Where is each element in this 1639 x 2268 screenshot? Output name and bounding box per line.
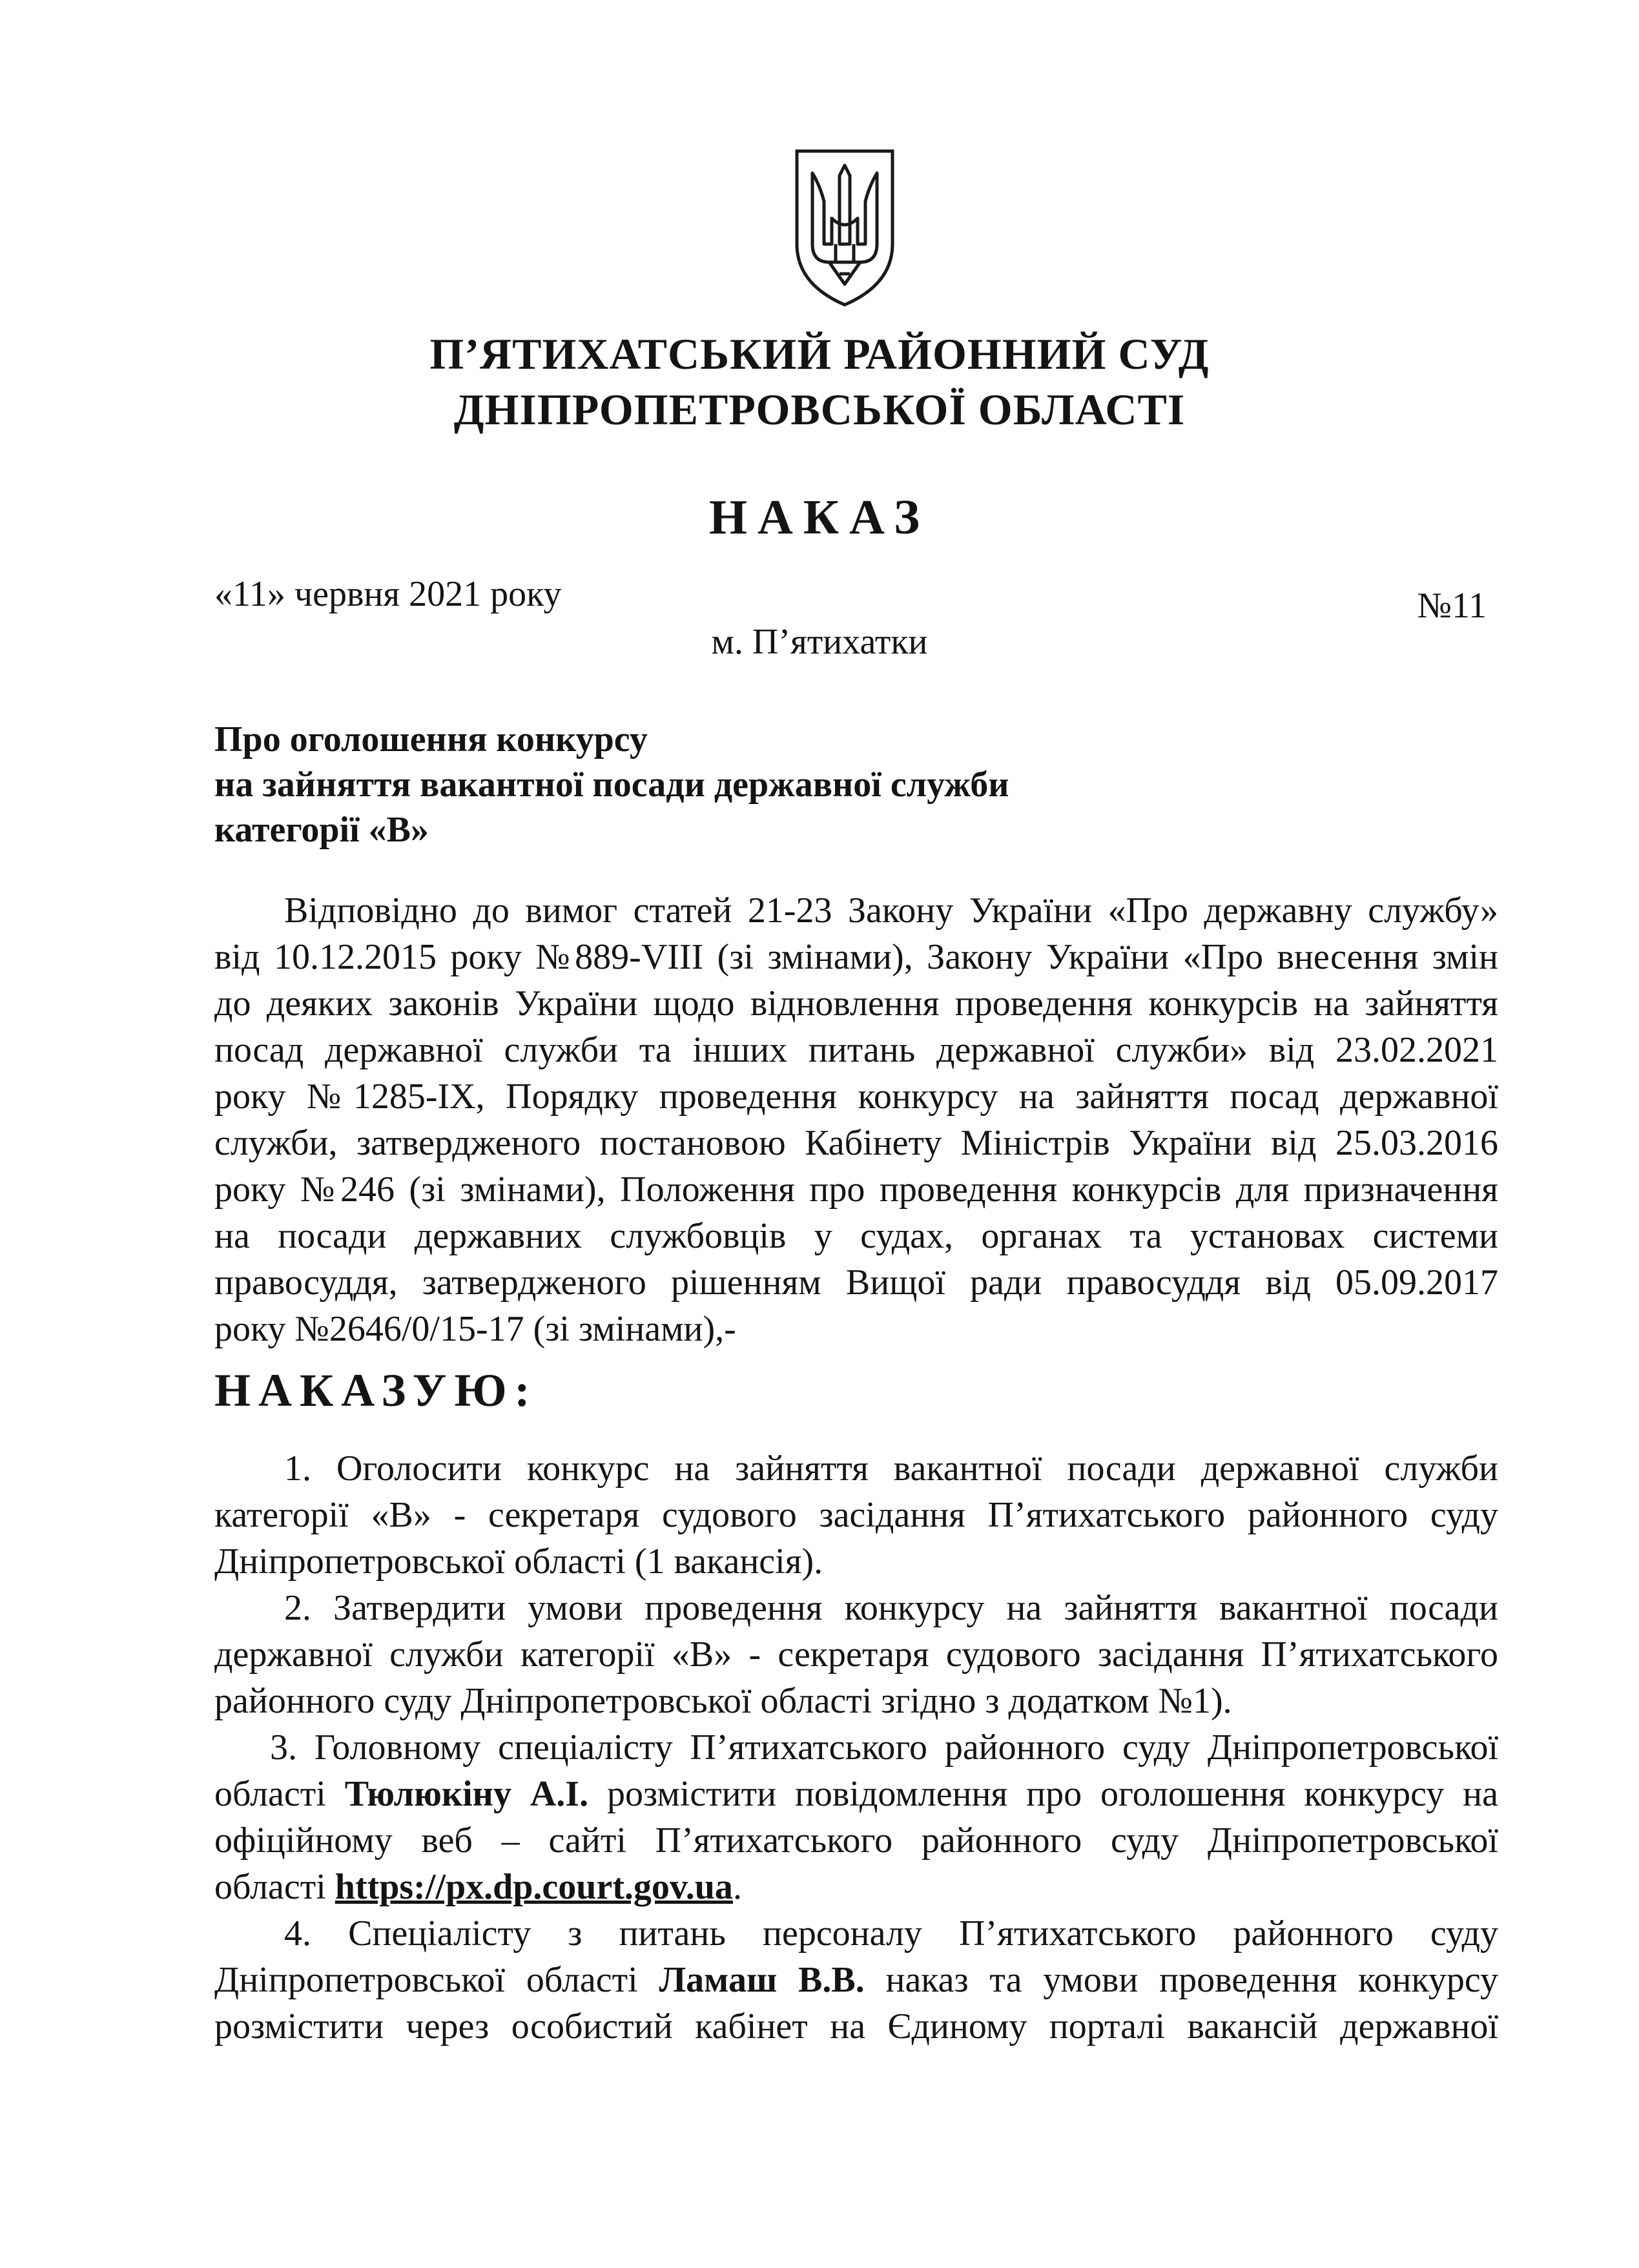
order-subject (214, 717, 1009, 852)
text-line: посад державної служби та інших питань державної служби» від 23.02.2021 (214, 1030, 1498, 1070)
order-item-3 (214, 1724, 1498, 1910)
court-website-link[interactable]: https://px.dp.court.gov.ua (335, 1867, 733, 1907)
text-line: до деяких законів України щодо відновлення проведення конкурсів на зайняття (214, 984, 1498, 1024)
text-line: 3. Головному спеціалісту П’ятихатського районного суду Дніпропетровської (270, 1727, 1498, 1768)
text-line: 1. Оголосити конкурс на зайняття вакантної посади державної служби (284, 1448, 1498, 1489)
text-line: року №2646/0/15-17 (зі змінами),- (214, 1309, 736, 1349)
text-fragment: . (732, 1867, 742, 1907)
preamble-paragraph (214, 887, 1498, 1352)
document-type-title: НАКАЗ (708, 490, 931, 544)
subject-line: Про оголошення конкурсу (214, 719, 648, 759)
subject-line: на зайняття вакантної посади державної служби (214, 765, 1009, 805)
text-fragment: області (214, 1774, 345, 1814)
order-item-2 (214, 1585, 1498, 1724)
coat-of-arms-emblem (793, 147, 896, 307)
text-line: року №246 (зі змінами), Положення про проведення конкурсів для призначення (214, 1170, 1498, 1210)
text-fragment: Дніпропетровської області (214, 1960, 659, 2000)
text-line: правосуддя, затвердженого рішенням Вищої ради правосуддя від 05.09.2017 (214, 1263, 1498, 1303)
subject-line: категорії «В» (214, 810, 429, 850)
text-fragment: розмістити повідомлення про оголошення конкурсу на (588, 1774, 1498, 1814)
court-name-line2: ДНІПРОПЕТРОВСЬКОЇ ОБЛАСТІ (453, 385, 1186, 434)
text-line (214, 1771, 1498, 1817)
text-line (214, 1864, 1498, 1910)
text-line: категорії «В» - секретаря судового засідання П’ятихатського районного суду (214, 1495, 1498, 1535)
text-line: офіційному веб – сайті П’ятихатського районного суду Дніпропетровської (214, 1820, 1498, 1861)
text-line: служби, затвердженого постановою Кабінету Міністрів України від 25.03.2016 (214, 1123, 1498, 1163)
order-verb-heading: НАКАЗУЮ: (214, 1365, 538, 1416)
text-line: Відповідно до вимог статей 21-23 Закону України «Про державну службу» (284, 891, 1498, 931)
text-fragment: області (214, 1867, 335, 1907)
text-line: районного суду Дніпропетровської області згідно з додатком №1). (214, 1681, 1232, 1721)
text-line: 2. Затвердити умови проведення конкурсу на зайняття вакантної посади (284, 1588, 1498, 1628)
text-line: від 10.12.2015 року №889-VIII (зі змінами), Закону України «Про внесення змін (214, 937, 1498, 977)
text-fragment: наказ та умови проведення конкурсу (864, 1960, 1498, 2000)
order-item-4 (214, 1910, 1498, 2050)
text-line: Дніпропетровської області (1 вакансія). (214, 1541, 823, 1582)
document-number: №11 (1417, 586, 1487, 626)
responsible-person-name: Тюлюкіну А.І. (344, 1774, 589, 1814)
court-name-line1: П’ЯТИХАТСЬКИЙ РАЙОННИЙ СУД (429, 329, 1210, 378)
text-line: розмістити через особистий кабінет на Єдиному порталі вакансій державної (214, 2006, 1498, 2046)
document-date: «11» червня 2021 року (214, 574, 562, 614)
text-line: державної служби категорії «В» - секретаря судового засідання П’ятихатського (214, 1634, 1498, 1675)
order-item-1 (214, 1445, 1498, 1585)
document-city: м. П’ятихатки (711, 622, 928, 662)
text-line: на посади державних службовців у судах, органах та установах системи (214, 1216, 1498, 1256)
responsible-person-name: Ламаш В.В. (659, 1960, 865, 2000)
text-line (214, 1957, 1498, 2003)
text-line: року №1285-IX, Порядку проведення конкурсу на зайняття посад державної (214, 1077, 1498, 1117)
text-line: 4. Спеціалісту з питань персоналу П’ятихатського районного суду (284, 1913, 1498, 1954)
